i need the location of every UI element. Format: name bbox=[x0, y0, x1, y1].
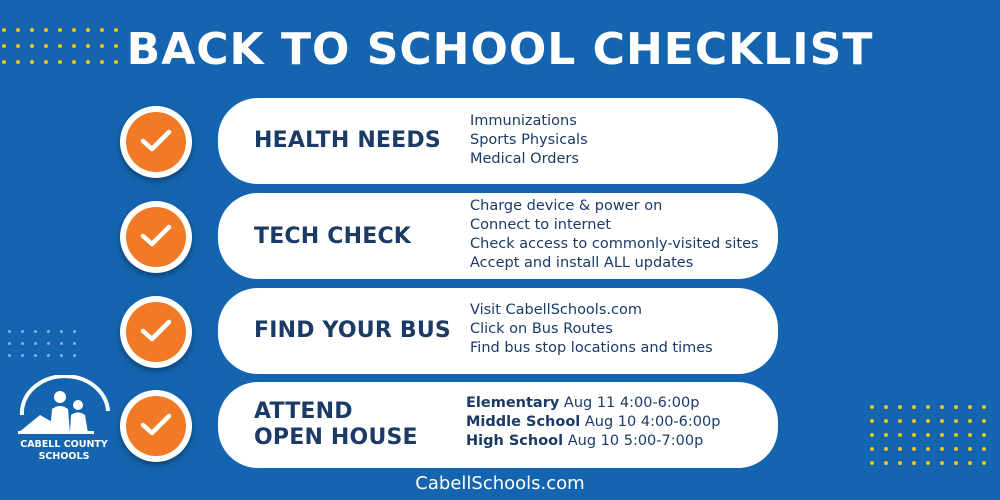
decorative-dot bbox=[21, 354, 24, 357]
decorative-dot bbox=[870, 433, 874, 437]
decorative-dot bbox=[898, 433, 902, 437]
list-item bbox=[466, 432, 720, 451]
decorative-dot bbox=[940, 405, 944, 409]
decorative-dot bbox=[47, 342, 50, 345]
decorative-dot bbox=[73, 342, 76, 345]
event-level: High School bbox=[466, 433, 564, 449]
decorative-dot bbox=[968, 419, 972, 423]
section-heading: HEALTH NEEDS bbox=[254, 128, 441, 153]
decorative-dot bbox=[912, 405, 916, 409]
section-heading: FIND YOUR BUS bbox=[254, 318, 451, 343]
event-details: Aug 11 4:00-6:00p bbox=[563, 395, 700, 411]
decorative-dot bbox=[968, 433, 972, 437]
item-list bbox=[470, 301, 713, 358]
decorative-dot bbox=[898, 461, 902, 465]
list-item: Find bus stop locations and times bbox=[470, 340, 713, 356]
section-tech-check bbox=[120, 193, 780, 283]
decorative-dot bbox=[870, 447, 874, 451]
section-heading-line: OPEN HOUSE bbox=[254, 425, 418, 450]
decorative-dot bbox=[912, 447, 916, 451]
list-item: Connect to internet bbox=[470, 217, 612, 233]
decorative-dot bbox=[982, 433, 986, 437]
item-list bbox=[470, 197, 759, 273]
section-heading-line: ATTEND bbox=[254, 399, 353, 424]
decorative-dot bbox=[926, 461, 930, 465]
decorative-dot bbox=[898, 447, 902, 451]
decorative-dot bbox=[954, 419, 958, 423]
check-icon bbox=[120, 390, 192, 462]
list-item: Immunizations bbox=[470, 113, 577, 129]
decorative-dot bbox=[982, 447, 986, 451]
decorative-dot bbox=[870, 461, 874, 465]
section-card bbox=[218, 382, 778, 468]
decorative-dot bbox=[884, 419, 888, 423]
decorative-dot bbox=[8, 342, 11, 345]
section-card bbox=[218, 288, 778, 374]
list-item bbox=[466, 413, 720, 432]
list-item: Sports Physicals bbox=[470, 132, 588, 148]
decorative-dot bbox=[60, 330, 63, 333]
decorative-dot bbox=[21, 330, 24, 333]
section-heading: TECH CHECK bbox=[254, 224, 412, 249]
decorative-dot bbox=[954, 447, 958, 451]
cabell-county-schools-logo bbox=[14, 375, 114, 470]
check-icon bbox=[120, 201, 192, 273]
decorative-dot bbox=[34, 342, 37, 345]
decorative-dots-left bbox=[8, 330, 88, 370]
decorative-dot bbox=[21, 342, 24, 345]
decorative-dot bbox=[926, 433, 930, 437]
event-details: Aug 10 4:00-6:00p bbox=[584, 414, 721, 430]
decorative-dot bbox=[884, 461, 888, 465]
decorative-dots-bottom-right bbox=[870, 405, 1000, 475]
decorative-dot bbox=[73, 354, 76, 357]
logo-text-line2: SCHOOLS bbox=[38, 451, 90, 462]
decorative-dot bbox=[954, 405, 958, 409]
decorative-dot bbox=[982, 405, 986, 409]
section-card bbox=[218, 98, 778, 184]
decorative-dot bbox=[926, 419, 930, 423]
decorative-dot bbox=[34, 330, 37, 333]
event-level: Middle School bbox=[466, 414, 581, 430]
decorative-dot bbox=[968, 461, 972, 465]
section-open-house bbox=[120, 382, 780, 472]
list-item: Click on Bus Routes bbox=[470, 321, 613, 337]
section-find-your-bus bbox=[120, 288, 780, 378]
decorative-dot bbox=[926, 447, 930, 451]
decorative-dot bbox=[73, 330, 76, 333]
decorative-dot bbox=[912, 461, 916, 465]
decorative-dot bbox=[8, 330, 11, 333]
check-icon bbox=[120, 296, 192, 368]
page-title: BACK TO SCHOOL CHECKLIST bbox=[126, 24, 874, 75]
decorative-dot bbox=[940, 461, 944, 465]
decorative-dot bbox=[982, 461, 986, 465]
item-list bbox=[470, 112, 588, 169]
event-list bbox=[466, 394, 720, 451]
footer-website[interactable]: CabellSchools.com bbox=[415, 473, 585, 494]
logo-text-line1: CABELL COUNTY bbox=[20, 439, 108, 450]
decorative-dot bbox=[884, 405, 888, 409]
decorative-dot bbox=[8, 354, 11, 357]
section-heading bbox=[254, 399, 418, 451]
decorative-dot bbox=[870, 419, 874, 423]
decorative-dot bbox=[912, 419, 916, 423]
list-item bbox=[466, 394, 720, 413]
decorative-dot bbox=[60, 342, 63, 345]
event-level: Elementary bbox=[466, 395, 560, 411]
section-health-needs bbox=[120, 98, 780, 188]
decorative-dot bbox=[60, 354, 63, 357]
decorative-dot bbox=[954, 461, 958, 465]
list-item: Visit CabellSchools.com bbox=[470, 302, 642, 318]
decorative-dot bbox=[954, 433, 958, 437]
decorative-dot bbox=[884, 433, 888, 437]
decorative-dot bbox=[47, 354, 50, 357]
decorative-dot bbox=[884, 447, 888, 451]
decorative-dot bbox=[940, 447, 944, 451]
decorative-dot bbox=[940, 419, 944, 423]
decorative-dot bbox=[926, 405, 930, 409]
decorative-dot bbox=[968, 405, 972, 409]
list-item: Charge device & power on bbox=[470, 198, 663, 214]
decorative-dot bbox=[898, 419, 902, 423]
decorative-dot bbox=[982, 419, 986, 423]
decorative-dot bbox=[47, 330, 50, 333]
list-item: Medical Orders bbox=[470, 151, 579, 167]
decorative-dot bbox=[898, 405, 902, 409]
section-card bbox=[218, 193, 778, 279]
event-details: Aug 10 5:00-7:00p bbox=[567, 433, 704, 449]
decorative-dot bbox=[34, 354, 37, 357]
decorative-dot bbox=[940, 433, 944, 437]
list-item: Check access to commonly-visited sites bbox=[470, 236, 759, 252]
decorative-dot bbox=[968, 447, 972, 451]
check-icon bbox=[120, 106, 192, 178]
decorative-dot bbox=[870, 405, 874, 409]
list-item: Accept and install ALL updates bbox=[470, 255, 694, 271]
decorative-dot bbox=[912, 433, 916, 437]
